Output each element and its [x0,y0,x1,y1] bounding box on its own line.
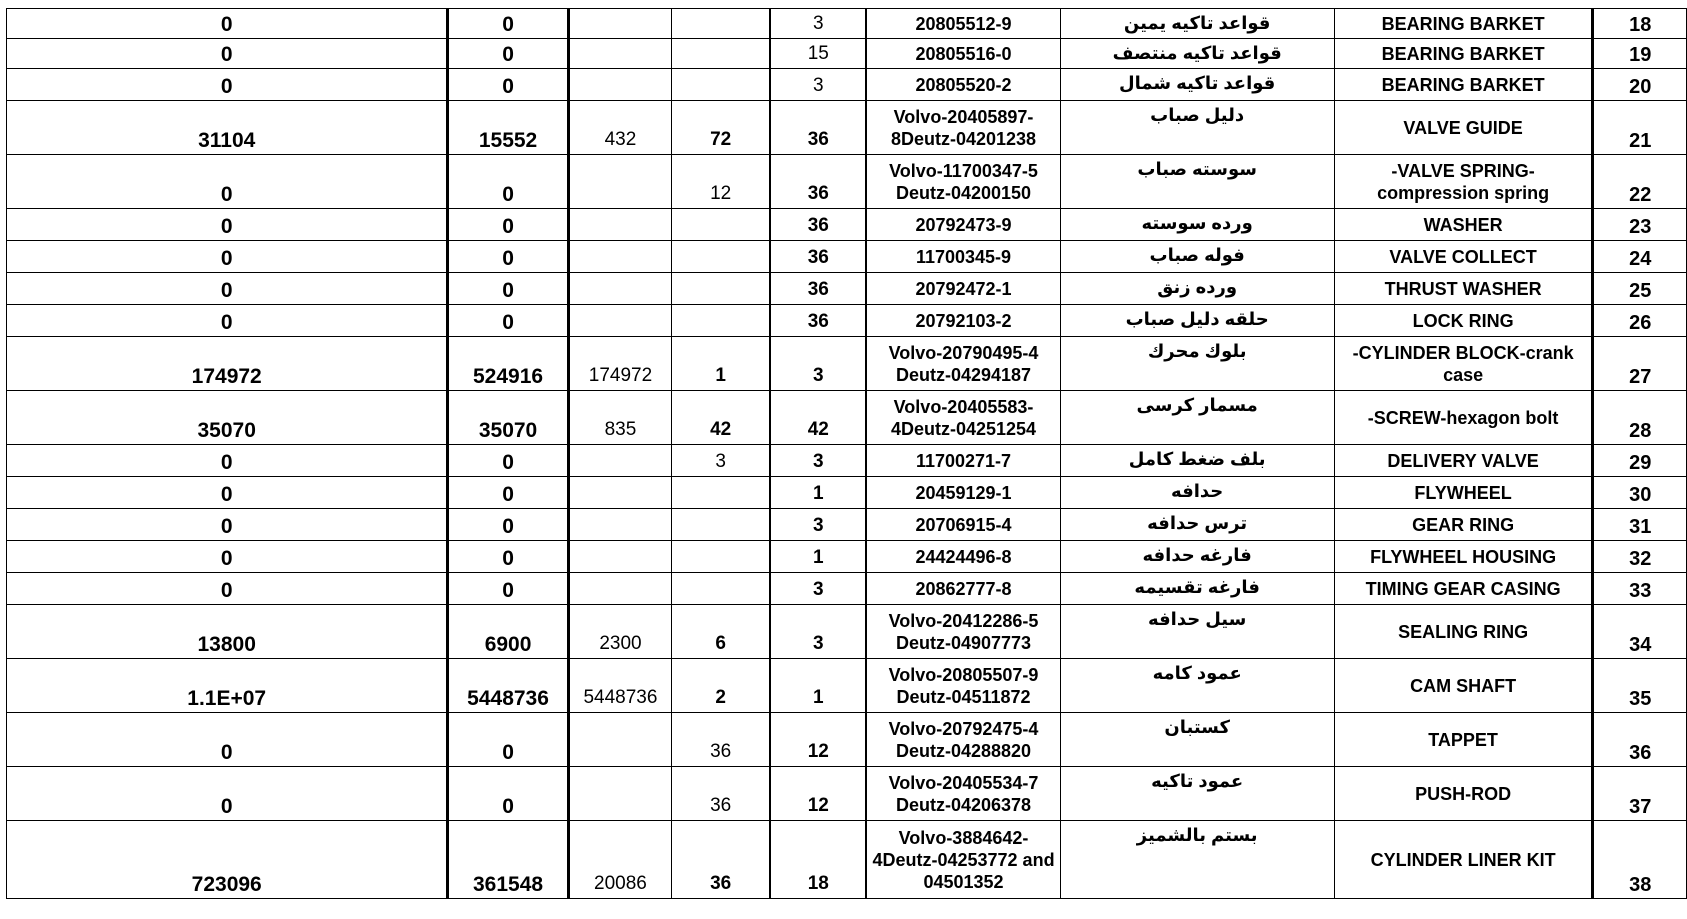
english-name-cell: -VALVE SPRING-compression spring [1334,155,1593,209]
table-row [7,477,1687,509]
qty-a-cell: 36 [672,821,770,899]
qty-a-cell [672,273,770,305]
item-number-cell: 18 [1593,9,1687,39]
arabic-name-cell: فارغه حدافه [1060,541,1334,573]
part-code-cell: 20805516-0 [866,39,1060,69]
english-name-cell: WASHER [1334,209,1593,241]
arabic-name-cell: حدافه [1060,477,1334,509]
table-row [7,821,1687,899]
english-name-cell: VALVE GUIDE [1334,101,1593,155]
english-name-cell: CAM SHAFT [1334,659,1593,713]
arabic-name-cell: بلوك محرك [1060,337,1334,391]
part-code-cell: Volvo-20405583-4Deutz-04251254 [866,391,1060,445]
qty-b-cell: 12 [770,713,866,767]
arabic-name-cell: مسمار كرسى [1060,391,1334,445]
value-cell: 5448736 [448,659,568,713]
unit-price-cell [568,573,672,605]
total-cell: 0 [7,69,448,101]
value-cell: 0 [448,509,568,541]
part-code-cell: 20792103-2 [866,305,1060,337]
value-cell: 0 [448,209,568,241]
total-cell: 0 [7,541,448,573]
item-number-cell: 35 [1593,659,1687,713]
unit-price-cell: 2300 [568,605,672,659]
qty-a-cell [672,477,770,509]
part-code-cell: Volvo-20790495-4 Deutz-04294187 [866,337,1060,391]
english-name-cell: -SCREW-hexagon bolt [1334,391,1593,445]
english-name-cell: GEAR RING [1334,509,1593,541]
part-code-cell: Volvo-20412286-5 Deutz-04907773 [866,605,1060,659]
value-cell: 0 [448,573,568,605]
item-number-cell: 32 [1593,541,1687,573]
part-code-cell: Volvo-3884642-4Deutz-04253772 and 04501352 [866,821,1060,899]
english-name-cell: PUSH-ROD [1334,767,1593,821]
value-cell: 15552 [448,101,568,155]
item-number-cell: 19 [1593,39,1687,69]
item-number-cell: 26 [1593,305,1687,337]
table-row [7,305,1687,337]
english-name-cell: LOCK RING [1334,305,1593,337]
unit-price-cell [568,541,672,573]
qty-a-cell [672,39,770,69]
qty-a-cell: 2 [672,659,770,713]
part-code-cell: Volvo-20405897-8Deutz-04201238 [866,101,1060,155]
arabic-name-cell: ورده سوسته [1060,209,1334,241]
english-name-cell: CYLINDER LINER KIT [1334,821,1593,899]
arabic-name-cell: سيل حدافه [1060,605,1334,659]
english-name-cell: -CYLINDER BLOCK-crank case [1334,337,1593,391]
item-number-cell: 33 [1593,573,1687,605]
value-cell: 0 [448,541,568,573]
total-cell: 0 [7,155,448,209]
arabic-name-cell: قواعد تاكيه شمال [1060,69,1334,101]
part-code-cell: Volvo-20805507-9 Deutz-04511872 [866,659,1060,713]
total-cell: 35070 [7,391,448,445]
item-number-cell: 34 [1593,605,1687,659]
unit-price-cell [568,713,672,767]
total-cell: 0 [7,241,448,273]
part-code-cell: 20805520-2 [866,69,1060,101]
part-code-cell: Volvo-20405534-7 Deutz-04206378 [866,767,1060,821]
unit-price-cell [568,445,672,477]
item-number-cell: 36 [1593,713,1687,767]
qty-a-cell: 36 [672,713,770,767]
qty-a-cell [672,9,770,39]
english-name-cell: VALVE COLLECT [1334,241,1593,273]
part-code-cell: 11700345-9 [866,241,1060,273]
total-cell: 0 [7,713,448,767]
item-number-cell: 22 [1593,155,1687,209]
unit-price-cell: 5448736 [568,659,672,713]
unit-price-cell [568,69,672,101]
item-number-cell: 37 [1593,767,1687,821]
table-row [7,713,1687,767]
part-code-cell: 11700271-7 [866,445,1060,477]
english-name-cell: BEARING BARKET [1334,69,1593,101]
value-cell: 35070 [448,391,568,445]
qty-a-cell [672,209,770,241]
table-row [7,767,1687,821]
arabic-name-cell: حلقه دليل صباب [1060,305,1334,337]
qty-a-cell [672,69,770,101]
value-cell: 0 [448,241,568,273]
qty-b-cell: 18 [770,821,866,899]
qty-b-cell: 1 [770,659,866,713]
qty-b-cell: 36 [770,101,866,155]
value-cell: 524916 [448,337,568,391]
total-cell: 0 [7,9,448,39]
unit-price-cell: 835 [568,391,672,445]
value-cell: 0 [448,39,568,69]
qty-b-cell: 3 [770,9,866,39]
qty-a-cell [672,509,770,541]
unit-price-cell [568,9,672,39]
english-name-cell: BEARING BARKET [1334,39,1593,69]
parts-table [6,8,1687,899]
value-cell: 0 [448,69,568,101]
table-row [7,337,1687,391]
item-number-cell: 25 [1593,273,1687,305]
qty-b-cell: 3 [770,605,866,659]
table-row [7,509,1687,541]
total-cell: 0 [7,509,448,541]
table-row [7,69,1687,101]
total-cell: 0 [7,305,448,337]
qty-b-cell: 3 [770,445,866,477]
total-cell: 0 [7,477,448,509]
qty-a-cell: 6 [672,605,770,659]
qty-b-cell: 36 [770,305,866,337]
english-name-cell: SEALING RING [1334,605,1593,659]
part-code-cell: 24424496-8 [866,541,1060,573]
qty-b-cell: 3 [770,337,866,391]
arabic-name-cell: عمود تاكيه [1060,767,1334,821]
table-row [7,605,1687,659]
table-row [7,445,1687,477]
arabic-name-cell: فارغه تقسيمه [1060,573,1334,605]
arabic-name-cell: سوسته صباب [1060,155,1334,209]
item-number-cell: 21 [1593,101,1687,155]
unit-price-cell [568,241,672,273]
part-code-cell: Volvo-11700347-5 Deutz-04200150 [866,155,1060,209]
qty-a-cell [672,541,770,573]
item-number-cell: 38 [1593,821,1687,899]
value-cell: 0 [448,9,568,39]
qty-b-cell: 3 [770,573,866,605]
english-name-cell: DELIVERY VALVE [1334,445,1593,477]
total-cell: 0 [7,209,448,241]
qty-a-cell: 3 [672,445,770,477]
unit-price-cell: 432 [568,101,672,155]
part-code-cell: 20862777-8 [866,573,1060,605]
qty-a-cell [672,573,770,605]
qty-a-cell: 72 [672,101,770,155]
part-code-cell: 20459129-1 [866,477,1060,509]
qty-b-cell: 1 [770,477,866,509]
arabic-name-cell: كستبان [1060,713,1334,767]
item-number-cell: 29 [1593,445,1687,477]
english-name-cell: TIMING GEAR CASING [1334,573,1593,605]
qty-b-cell: 36 [770,273,866,305]
part-code-cell: Volvo-20792475-4 Deutz-04288820 [866,713,1060,767]
qty-b-cell: 3 [770,509,866,541]
english-name-cell: BEARING BARKET [1334,9,1593,39]
qty-b-cell: 12 [770,767,866,821]
table-row [7,391,1687,445]
table-row [7,39,1687,69]
unit-price-cell: 20086 [568,821,672,899]
unit-price-cell: 174972 [568,337,672,391]
english-name-cell: FLYWHEEL [1334,477,1593,509]
arabic-name-cell: بلف ضغط كامل [1060,445,1334,477]
table-row [7,101,1687,155]
qty-b-cell: 3 [770,69,866,101]
qty-a-cell [672,305,770,337]
total-cell: 1.1E+07 [7,659,448,713]
table-row [7,241,1687,273]
item-number-cell: 27 [1593,337,1687,391]
total-cell: 0 [7,767,448,821]
part-code-cell: 20706915-4 [866,509,1060,541]
total-cell: 0 [7,39,448,69]
table-row [7,659,1687,713]
arabic-name-cell: بستم بالشميز [1060,821,1334,899]
item-number-cell: 28 [1593,391,1687,445]
item-number-cell: 31 [1593,509,1687,541]
table-row [7,155,1687,209]
qty-b-cell: 36 [770,241,866,273]
english-name-cell: THRUST WASHER [1334,273,1593,305]
value-cell: 0 [448,445,568,477]
total-cell: 31104 [7,101,448,155]
value-cell: 0 [448,767,568,821]
parts-table-body [7,9,1687,899]
qty-b-cell: 36 [770,209,866,241]
value-cell: 0 [448,477,568,509]
value-cell: 0 [448,305,568,337]
table-row [7,573,1687,605]
part-code-cell: 20805512-9 [866,9,1060,39]
part-code-cell: 20792473-9 [866,209,1060,241]
unit-price-cell [568,273,672,305]
value-cell: 0 [448,155,568,209]
value-cell: 6900 [448,605,568,659]
table-row [7,209,1687,241]
qty-a-cell [672,241,770,273]
item-number-cell: 30 [1593,477,1687,509]
qty-b-cell: 15 [770,39,866,69]
table-row [7,9,1687,39]
unit-price-cell [568,209,672,241]
total-cell: 0 [7,273,448,305]
arabic-name-cell: ترس حدافه [1060,509,1334,541]
qty-a-cell: 36 [672,767,770,821]
qty-b-cell: 36 [770,155,866,209]
table-row [7,541,1687,573]
unit-price-cell [568,767,672,821]
qty-b-cell: 1 [770,541,866,573]
qty-b-cell: 42 [770,391,866,445]
qty-a-cell: 12 [672,155,770,209]
arabic-name-cell: قواعد تاكيه يمين [1060,9,1334,39]
value-cell: 361548 [448,821,568,899]
unit-price-cell [568,39,672,69]
unit-price-cell [568,477,672,509]
english-name-cell: TAPPET [1334,713,1593,767]
total-cell: 723096 [7,821,448,899]
item-number-cell: 20 [1593,69,1687,101]
table-row [7,273,1687,305]
value-cell: 0 [448,713,568,767]
unit-price-cell [568,155,672,209]
item-number-cell: 24 [1593,241,1687,273]
arabic-name-cell: ورده زنق [1060,273,1334,305]
arabic-name-cell: قواعد تاكيه منتصف [1060,39,1334,69]
part-code-cell: 20792472-1 [866,273,1060,305]
value-cell: 0 [448,273,568,305]
unit-price-cell [568,509,672,541]
arabic-name-cell: دليل صباب [1060,101,1334,155]
item-number-cell: 23 [1593,209,1687,241]
qty-a-cell: 42 [672,391,770,445]
arabic-name-cell: فوله صباب [1060,241,1334,273]
qty-a-cell: 1 [672,337,770,391]
total-cell: 0 [7,573,448,605]
total-cell: 174972 [7,337,448,391]
total-cell: 0 [7,445,448,477]
arabic-name-cell: عمود كامه [1060,659,1334,713]
total-cell: 13800 [7,605,448,659]
unit-price-cell [568,305,672,337]
english-name-cell: FLYWHEEL HOUSING [1334,541,1593,573]
